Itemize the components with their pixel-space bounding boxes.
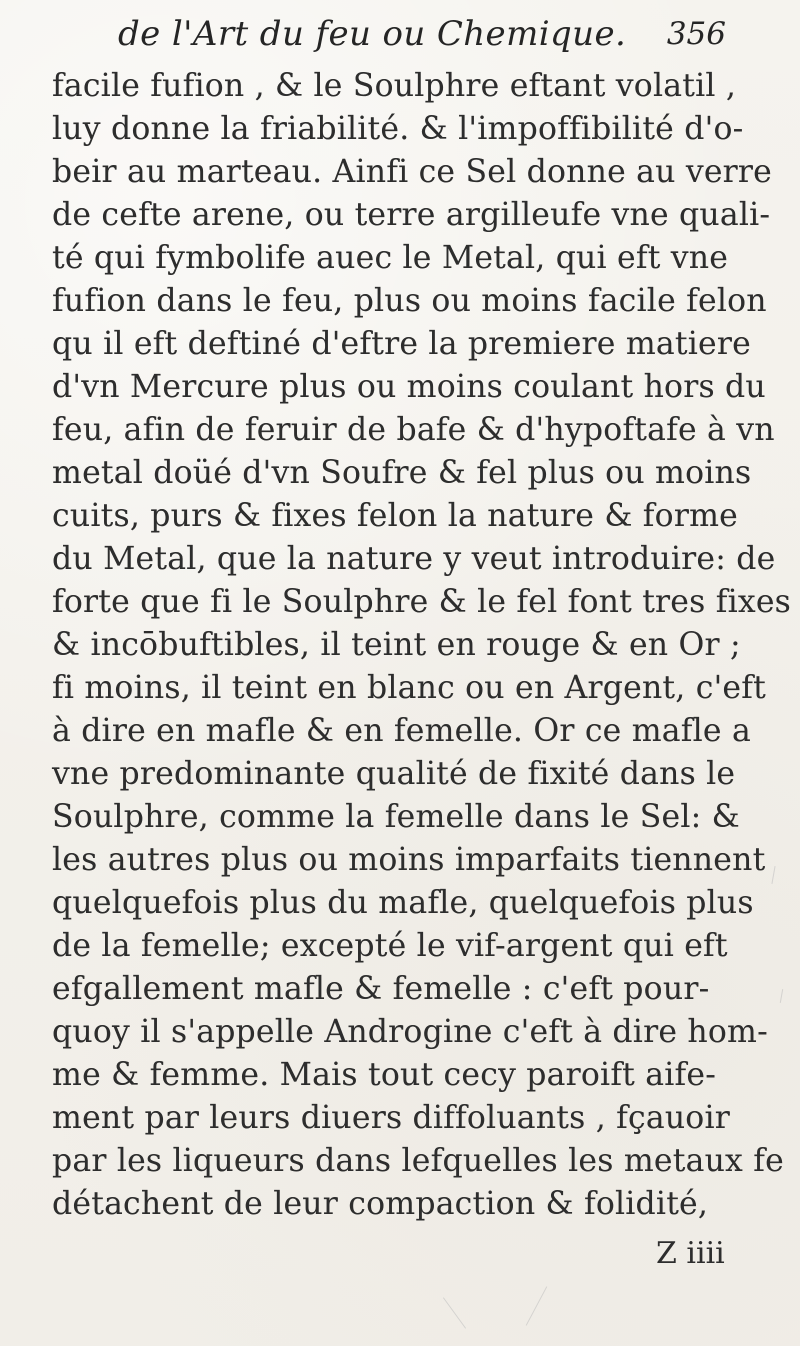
text-line: feu, afin de feruir de bafe & d'hypoftafe à vn [52,412,775,448]
page-header [118,14,726,58]
text-line: à dire en mafle & en femelle. Or ce mafle a [52,713,751,749]
text-line: fi moins, il teint en blanc ou en Argent, c'eft [52,670,766,706]
paper-mark [526,1286,548,1325]
text-line: quelquefois plus du mafle, quelquefois plus [52,885,754,921]
text-line: quoy il s'appelle Androgine c'eft à dire hom- [52,1014,768,1050]
text-line: beir au marteau. Ainfi ce Sel donne au verre [52,154,773,190]
text-line: vne predominante qualité de fixité dans le [52,756,736,792]
text-line: cuits, purs & fixes felon la nature & forme [52,498,738,534]
text-line: & incōbuftibles, il teint en rouge & en Or ; [52,627,741,663]
text-line: forte que fi le Soulphre & le fel font tres fixes [52,584,792,620]
text-line: fufion dans le feu, plus ou moins facile felon [52,283,767,319]
paper-mark [771,866,775,884]
text-line: qu il eft deftiné d'eftre la premiere matiere [52,326,751,362]
signature-mark: Z iiii [656,1236,725,1271]
text-line: té qui fymbolife auec le Metal, qui eft vne [52,240,729,276]
text-line: Soulphre, comme la femelle dans le Sel: & [52,799,740,835]
paper-mark [443,1297,466,1328]
text-line: de la femelle; excepté le vif-argent qui eft [52,928,728,964]
running-title: de l'Art du feu ou Chemique. [118,14,627,54]
text-line: par les liqueurs dans lefquelles les metaux fe [52,1143,784,1179]
text-line: luy donne la friabilité. & l'impoffibilité d'o- [52,111,744,147]
text-line: d'vn Mercure plus ou moins coulant hors du [52,369,766,405]
text-line: ment par leurs diuers diffoluants , fçauoir [52,1100,731,1136]
text-line: les autres plus ou moins imparfaits tiennent [52,842,766,878]
text-line: du Metal, que la nature y veut introduire: de [52,541,776,577]
text-line: metal doüé d'vn Soufre & fel plus ou moins [52,455,752,491]
body-text [52,67,792,1287]
paper-mark [780,989,783,1003]
text-line: efgallement mafle & femelle : c'eft pour- [52,971,710,1007]
page-number: 356 [666,16,726,52]
text-line: me & femme. Mais tout cecy paroift aife- [52,1057,717,1093]
text-line: de cefte arene, ou terre argilleufe vne quali- [52,197,771,233]
text-line: facile fufion , & le Soulphre eftant volatil , [52,68,737,104]
text-line: détachent de leur compaction & folidité, [52,1186,709,1222]
